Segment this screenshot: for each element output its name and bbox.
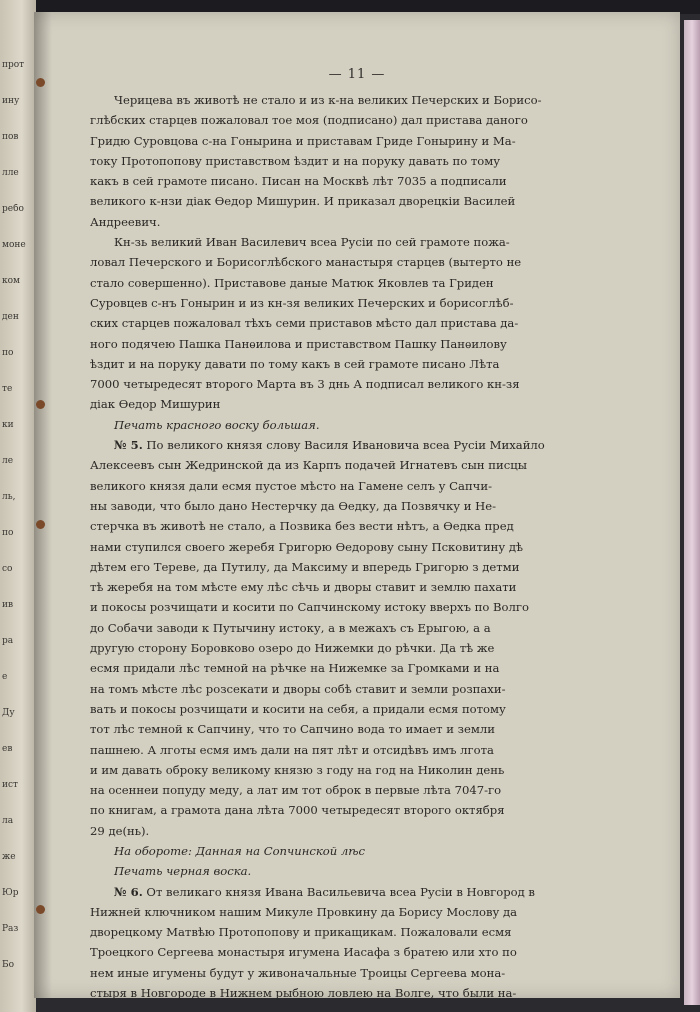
facing-page-fragment: Раз (2, 924, 19, 934)
facing-page-fragment: по (2, 528, 14, 538)
text-line: Кн-зь великий Иван Василевич всеа Русiи по сей грамоте пожа- (114, 235, 510, 250)
entry-number: № 6. (114, 884, 143, 899)
text-line: Алексеевъ сын Жедринской да из Карпъ подачей Игнатевъ сын писцы (90, 458, 527, 473)
facing-page-fragment: ла (2, 816, 14, 826)
facing-page-edge (0, 0, 36, 1012)
facing-page-fragment: ев (2, 744, 13, 754)
text-line: другую сторону Боровково озеро до Нижемки до рѣчки. Да тѣ же (90, 641, 495, 656)
text-line: Черицева въ животѣ не стало и из к-на великих Печерских и Борисо- (114, 93, 542, 107)
binding-hole (36, 905, 45, 914)
facing-page-fragment: со (2, 564, 13, 574)
facing-page-fragment: е (2, 672, 8, 682)
facing-page-fragment: Юр (2, 888, 19, 898)
facing-page-fragment: ину (2, 96, 20, 106)
text-line: 29 де(нь). (90, 823, 150, 838)
text-line: нем иные игумены будут у живоначальные Троицы Сергеева мона- (90, 965, 506, 980)
text-line: вать и покосы розчищати и косити на себя, а придали есмя потому (90, 701, 506, 716)
text-line: великого к-нзи дiак Ѳедор Мишурин. И приказал дворецкiи Василей (90, 194, 516, 209)
text-line: 7000 четыредесят второго Марта въ 3 днь А подписал великого кн-зя (90, 377, 520, 392)
facing-page-fragment: ив (2, 600, 14, 610)
text-line: ѣздит и на поруку давати по тому какъ в сей грамоте писано Лѣта (90, 356, 500, 371)
facing-page-fragment: ден (2, 312, 19, 322)
facing-page-fragment: Бо (2, 960, 15, 970)
text-line: ны заводи, что было дано Нестерчку да Ѳедку, да Позвячку и Не- (90, 498, 497, 513)
text-line: Печать черная воска. (114, 864, 252, 879)
facing-page-fragment: прот (2, 60, 25, 70)
facing-page-fragment: ки (2, 420, 14, 430)
facing-page-fragment: лле (2, 168, 19, 178)
text-line: ного подячею Пашка Панѳилова и приставством Пашку Панѳилову (90, 336, 507, 351)
entry-number: № 5. (114, 438, 143, 453)
text-line: Троецкого Сергеева монастыря игумена Иасафа з братею или хто по (90, 945, 517, 960)
seal-note (90, 861, 605, 881)
text-line: дворецкому Матвѣю Протопопову и прикащикам. Пожаловали есмя (90, 925, 512, 940)
facing-page-fragment: ребо (2, 204, 24, 214)
page-number: — 11 — (328, 67, 386, 82)
text-line: какъ в сей грамоте писано. Писан на Москвѣ лѣт 7035 а подписали (90, 174, 507, 189)
text-line: От великаго князя Ивана Васильевича всеа Русiи в Новгород в (142, 884, 535, 899)
text-line: ских старцев пожаловал тѣхъ семи приставов мѣсто дал пристава да- (90, 316, 519, 331)
facing-page-fragment: те (2, 384, 13, 394)
paragraph (90, 90, 605, 232)
paragraph (90, 232, 605, 415)
text-line: дѣтем его Тереве, да Путилу, да Максиму и впередь Григорю з детми (90, 559, 520, 574)
facing-page-fragment: по (2, 348, 14, 358)
text-line: на томъ мѣсте лѣс розсекати и дворы собѣ ставит и земли розпахи- (90, 681, 506, 696)
text-line: нами ступился своего жеребя Григорю Ѳедорову сыну Псковитину дѣ (90, 539, 524, 554)
facing-page-fragment: же (2, 852, 16, 862)
text-line: дiак Ѳедор Мишурин (90, 397, 221, 412)
text-line: и им давать оброку великому князю з году на год на Николин день (90, 762, 505, 777)
text-line: По великого князя слову Василя Ивановича всеа Русiи Михайло (142, 438, 545, 453)
text-line: на осеннеи попуду меду, а лат им тот оброк в первые лѣта 7047-го (90, 783, 502, 798)
text-line: стерчка въ животѣ не стало, а Позвика без вести нѣтъ, а Ѳедка пред (90, 519, 514, 534)
text-line: Печать красного воску большая. (114, 417, 320, 432)
text-line: глѣбских старцев пожаловал тое моя (подписано) дал пристава даного (90, 113, 528, 128)
page-edges (684, 20, 700, 1005)
text-line: ловал Печерского и Борисоглѣбского манастыря старцев (вытерто не (90, 255, 522, 270)
text-line: тѣ жеребя на том мѣсте ему лѣс сѣчь и дворы ставит и землю пахати (90, 580, 517, 595)
text-line: Гридю Суровцова с-на Гонырина и приставам Гриде Гонырину и Ма- (90, 133, 516, 148)
page-text (90, 90, 605, 1003)
binding-hole (36, 400, 45, 409)
text-line: Суровцев с-нъ Гонырин и из кн-зя великих Печерских и борисоглѣб- (90, 295, 514, 310)
text-line: великого князя дали есмя пустое мѣсто на Гамене селъ у Сапчи- (90, 478, 492, 493)
binding-hole (36, 78, 45, 87)
document-entry (90, 435, 605, 841)
facing-page-fragment: моне (2, 240, 26, 250)
text-line: тот лѣс темной к Сапчину, что то Сапчино вода то имает и земли (90, 722, 495, 737)
text-line: по книгам, а грамота дана лѣта 7000 четыредесят второго октября (90, 803, 505, 818)
text-line: стыря в Новгороде в Нижнем рыбною ловлею на Волге, что были на- (90, 986, 517, 1001)
facing-page-fragment: Ду (2, 708, 15, 718)
facing-page-fragment: ком (2, 276, 21, 286)
book-page (34, 12, 680, 1001)
text-line: току Протопопову приставством ѣздит и на поруку давать по тому (90, 153, 501, 168)
facing-page-fragment: ль, (2, 492, 16, 502)
facing-page-fragment: ле (2, 456, 14, 466)
text-line: пашнею. А лготы есмя имъ дали на пят лѣт и отсидѣвъ имъ лгота (90, 742, 494, 757)
text-line: есмя придали лѣс темной на рѣчке на Нижемке за Громками и на (90, 661, 500, 676)
text-line: Нижней ключником нашим Микуле Провкину да Борису Мослову да (90, 904, 518, 919)
facing-page-fragment: ист (2, 780, 19, 790)
seal-note (90, 415, 605, 435)
text-line: Андреевич. (90, 214, 161, 229)
gutter-shadow (34, 12, 52, 998)
binding-hole (36, 520, 45, 529)
text-line: На обороте: Данная на Сопчинской лѣс (114, 843, 365, 858)
facing-page-fragment: ра (2, 636, 14, 646)
facing-page-fragment: пов (2, 132, 19, 142)
text-line: стало совершенно). Приставове даные Матюк Яковлев та Гриден (90, 275, 494, 290)
seal-note (90, 841, 605, 861)
text-line: и покосы розчищати и косити по Сапчинскому истоку вверхъ по Волго (90, 600, 529, 615)
document-entry (90, 882, 605, 1004)
text-line: до Собачи заводи к Путычину истоку, а в межахъ съ Ерыгою, а а (90, 620, 491, 635)
